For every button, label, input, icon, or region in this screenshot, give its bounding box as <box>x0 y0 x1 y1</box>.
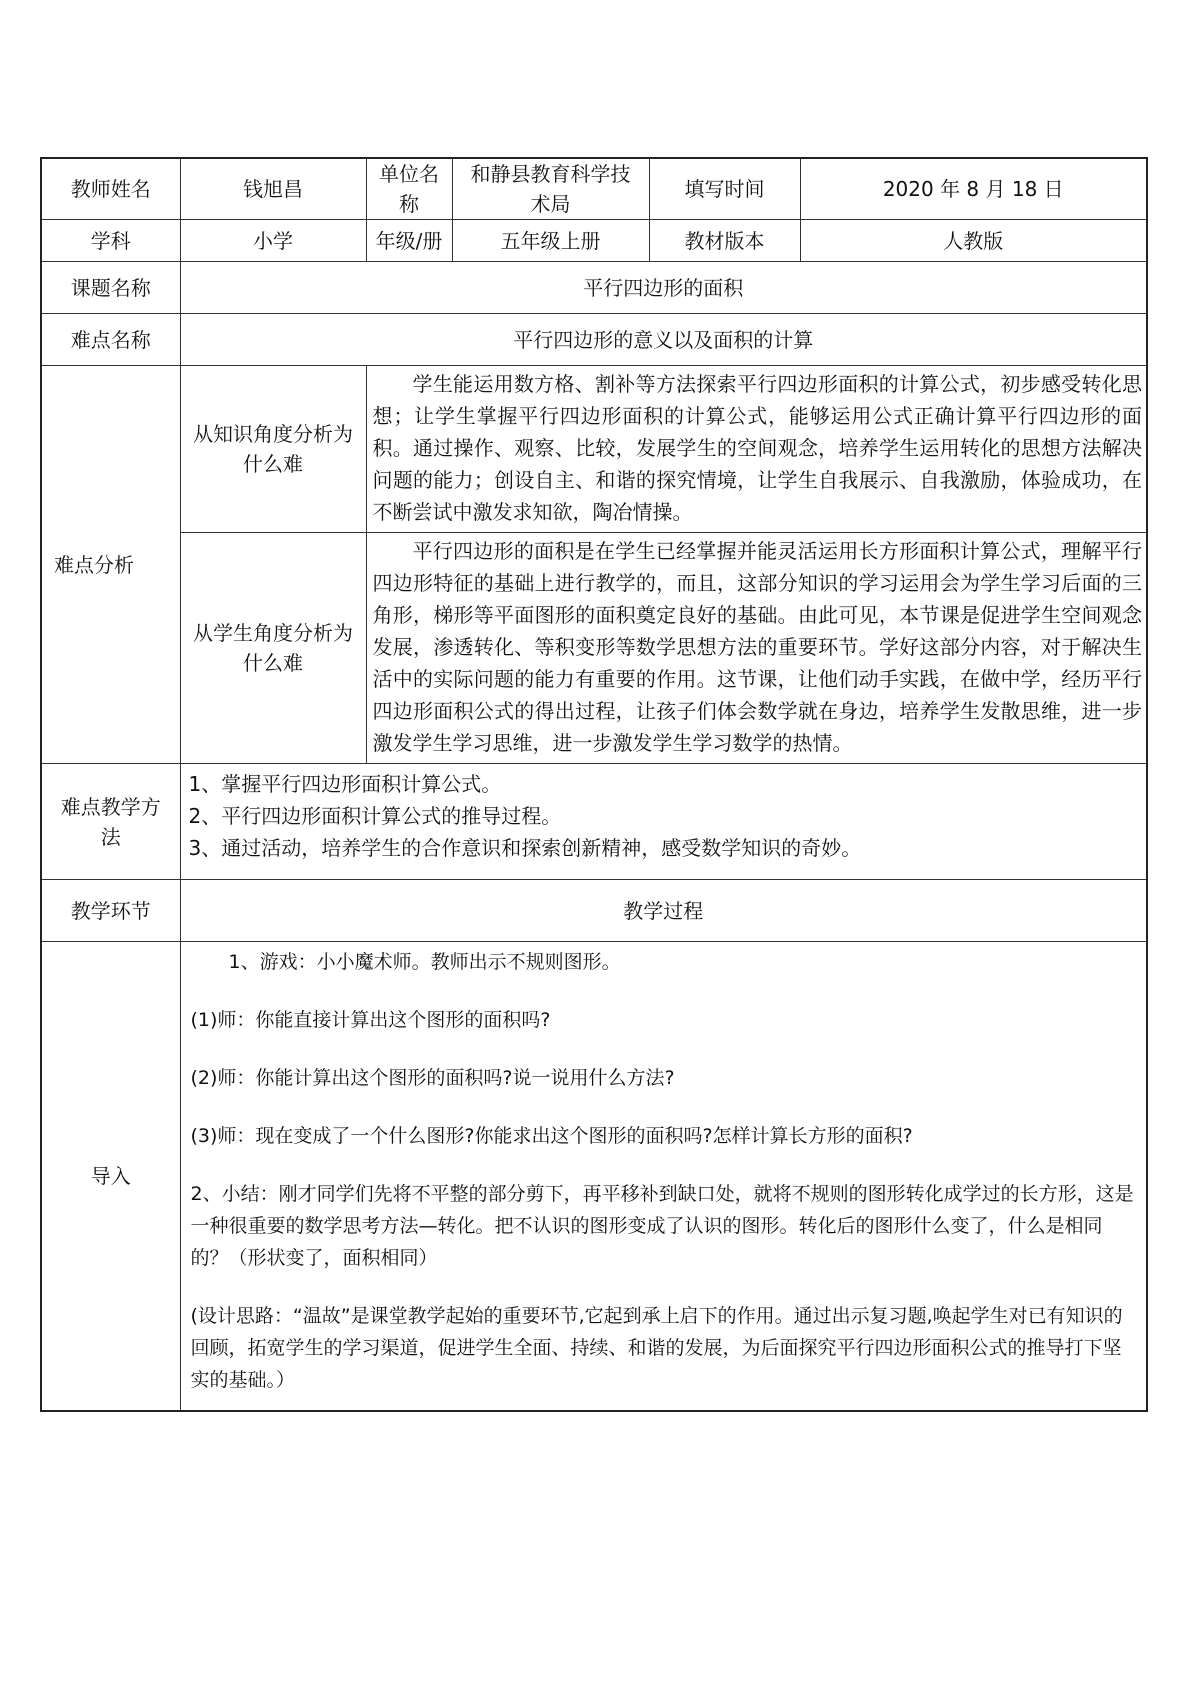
process-header-row <box>41 880 1147 942</box>
unit-name: 和静县教育科学技术局 <box>452 158 649 220</box>
student-angle-label: 从学生角度分析为什么难 <box>180 533 366 764</box>
method-row <box>41 764 1147 880</box>
intro-label: 导入 <box>41 942 180 1412</box>
knowledge-angle-label: 从知识角度分析为什么难 <box>180 366 366 533</box>
date-label: 填写时间 <box>649 158 800 220</box>
intro-design-note: (设计思路：“温故”是课堂教学起始的重要环节,它起到承上启下的作用。通过出示复习题,唤起学生对已有知识的回顾，拓宽学生的学习渠道，促进学生全面、持续、和谐的发展，为后面探究平行四边形面积公式的推导打下坚实的基础。） <box>190 1305 1123 1391</box>
intro-row <box>41 942 1147 1412</box>
subject-value: 小学 <box>180 220 366 262</box>
topic-value: 平行四边形的面积 <box>180 262 1147 314</box>
header-row-1 <box>41 158 1147 220</box>
intro-summary: 2、小结：刚才同学们先将不平整的部分剪下，再平移补到缺口处，就将不规则的图形转化成学过的长方形，这是一种很重要的数学思考方法—转化。把不认识的图形变成了认识的图形。转化后的图形什么变了，什么是相同的？（形状变了，面积相同） <box>190 1183 1134 1269</box>
method-list <box>180 764 1147 880</box>
method-label: 难点教学方法 <box>41 764 180 880</box>
edition-label: 教材版本 <box>649 220 800 262</box>
intro-content <box>180 942 1147 1412</box>
stage-header: 教学环节 <box>41 880 180 942</box>
student-angle-text: 平行四边形的面积是在学生已经掌握并能灵活运用长方形面积计算公式，理解平行四边形特征的基础上进行教学的，而且，这部分知识的学习运用会为学生学习后面的三角形，梯形等平面图形的面积奠定良好的基础。由此可见，本节课是促进学生空间观念发展，渗透转化、等积变形等数学思想方法的重要环节。学好这部分内容，对于解决生活中的实际问题的能力有重要的作用。这节课，让他们动手实践，在做中学，经历平行四边形面积公式的得出过程，让孩子们体会数学就在身边，培养学生发散思维，进一步激发学生学习思维，进一步激发学生学习数学的热情。 <box>366 533 1147 764</box>
method-item: 2、平行四边形面积计算公式的推导过程。 <box>188 804 562 828</box>
difficulty-value: 平行四边形的意义以及面积的计算 <box>180 314 1147 366</box>
analysis-student-row <box>41 533 1147 764</box>
lesson-plan-table <box>40 157 1148 1412</box>
intro-question-2: (2)师：你能计算出这个图形的面积吗?说一说用什么方法? <box>190 1067 675 1089</box>
topic-label: 课题名称 <box>41 262 180 314</box>
intro-question-3: (3)师：现在变成了一个什么图形?你能求出这个图形的面积吗?怎样计算长方形的面积? <box>190 1125 913 1147</box>
date-value: 2020 年 8 月 18 日 <box>800 158 1147 220</box>
topic-row <box>41 262 1147 314</box>
process-header: 教学过程 <box>180 880 1147 942</box>
difficulty-label: 难点名称 <box>41 314 180 366</box>
grade-value: 五年级上册 <box>452 220 649 262</box>
edition-value: 人教版 <box>800 220 1147 262</box>
analysis-label: 难点分析 <box>41 366 180 764</box>
knowledge-angle-text: 学生能运用数方格、割补等方法探索平行四边形面积的计算公式，初步感受转化思想；让学生掌握平行四边形面积的计算公式，能够运用公式正确计算平行四边形的面积。通过操作、观察、比较，发展学生的空间观念，培养学生运用转化的思想方法解决问题的能力；创设自主、和谐的探究情境，让学生自我展示、自我激励，体验成功，在不断尝试中激发求知欲，陶冶情操。 <box>366 366 1147 533</box>
analysis-knowledge-row <box>41 366 1147 533</box>
header-row-2 <box>41 220 1147 262</box>
method-item: 3、通过活动，培养学生的合作意识和探索创新精神，感受数学知识的奇妙。 <box>188 836 862 860</box>
difficulty-row <box>41 314 1147 366</box>
subject-label: 学科 <box>41 220 180 262</box>
intro-game: 1、游戏：小小魔术师。教师出示不规则图形。 <box>228 951 621 973</box>
method-item: 1、掌握平行四边形面积计算公式。 <box>188 772 502 796</box>
unit-label: 单位名称 <box>366 158 452 220</box>
grade-label: 年级/册 <box>366 220 452 262</box>
intro-question-1: (1)师：你能直接计算出这个图形的面积吗? <box>190 1009 551 1031</box>
teacher-label: 教师姓名 <box>41 158 180 220</box>
teacher-name: 钱旭昌 <box>180 158 366 220</box>
